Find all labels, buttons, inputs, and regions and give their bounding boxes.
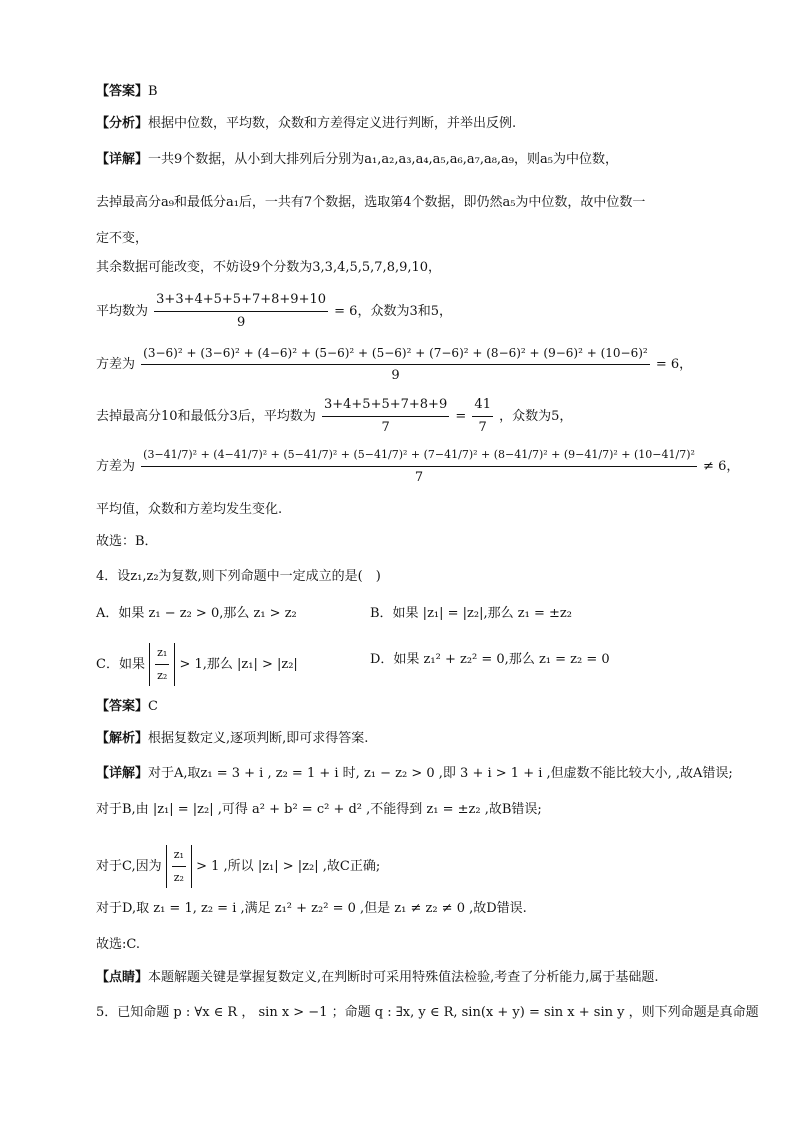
q4-option-c-fraction <box>155 643 169 686</box>
mean-suffix: = 6，众数为3和5， <box>334 304 452 319</box>
q4-choose: 故选:C. <box>96 937 140 952</box>
variance-prefix: 方差为 <box>96 357 136 372</box>
detail-tag: 【详解】 <box>96 152 149 167</box>
analysis-text: 根据中位数，平均数，众数和方差得定义进行判断，并举出反例. <box>148 116 517 131</box>
mean2-denominator: 7 <box>381 420 390 435</box>
mean2-fraction <box>322 395 449 438</box>
variance-denominator: 9 <box>391 368 400 383</box>
q4-detail-a-text: 对于A,取z₁ = 3 + i , z₂ = 1 + i 时, z₁ − z₂ > 0 ,即 3 + i > 1 + i ,但虚数不能比较大小, ,故A错误; <box>148 766 733 781</box>
q4-option-c-numerator: z₁ <box>155 643 169 665</box>
detail-line-2: 去掉最高分a₉和最低分a₁后，一共有7个数据，选取第4个数据，即仍然a₅为中位数，故中位数一 <box>96 195 646 210</box>
q4-detail-c-suffix: > 1 ,所以 |z₁| > |z₂| ,故C正确; <box>196 859 381 874</box>
mean-prefix: 平均数为 <box>96 304 149 319</box>
q4-detail-c-fraction <box>172 845 186 888</box>
variance2-prefix: 方差为 <box>96 459 136 474</box>
q4-analysis-text: 根据复数定义,逐项判断,即可求得答案. <box>148 731 369 746</box>
mean-fraction <box>154 290 328 333</box>
variance2-suffix: ≠ 6， <box>703 459 740 474</box>
mean-denominator: 9 <box>236 315 246 330</box>
q4-analysis-tag: 【解析】 <box>96 731 149 746</box>
q4-option-c-suffix: > 1,那么 |z₁| > |z₂| <box>179 657 298 672</box>
q4-detail-c-abs <box>166 845 192 888</box>
q4-detail-c <box>96 845 380 888</box>
q4-stem: 4．设z₁,z₂为复数,则下列命题中一定成立的是( ) <box>96 569 381 584</box>
q4-detail-a <box>96 764 733 784</box>
analysis-tag: 【分析】 <box>96 116 149 131</box>
q4-comment-tag: 【点睛】 <box>96 970 149 985</box>
mean2-result-denominator: 7 <box>478 420 487 435</box>
q4-detail-b: 对于B,由 |z₁| = |z₂| ,可得 a² + b² = c² + d² ,不能得到 z₁ = ±z₂ ,故B错误; <box>96 802 542 817</box>
mean2-prefix: 去掉最高分10和最低分3后，平均数为 <box>96 409 316 424</box>
mean-equation <box>96 290 452 333</box>
detail-text-1: 一共9个数据，从小到大排列后分别为a₁,a₂,a₃,a₄,a₅,a₆,a₇,a₈,a₉，则a₅为中位数， <box>148 152 618 167</box>
answer-value: B <box>148 84 158 99</box>
conclusion-line: 平均值，众数和方差均发生变化. <box>96 502 283 517</box>
variance2-fraction <box>141 445 697 488</box>
q4-answer-tag: 【答案】 <box>96 699 149 714</box>
q4-option-c-prefix: C．如果 <box>96 657 145 672</box>
q4-answer-value: C <box>148 699 158 714</box>
variance2-numerator: (3−41/7)² + (4−41/7)² + (5−41/7)² + (5−41/7)² + (7−41/7)² + (8−41/7)² + (9−41/7)² + (10−41/7)² <box>141 445 697 467</box>
q4-detail-c-denominator: z₂ <box>173 871 184 884</box>
q4-option-c-abs <box>149 643 175 686</box>
variance2-equation <box>96 445 739 488</box>
variance2-denominator: 7 <box>414 470 424 485</box>
detail-line-3: 定不变， <box>96 231 149 246</box>
q4-option-b: B．如果 |z₁| = |z₂|,那么 z₁ = ±z₂ <box>370 606 572 621</box>
q4-detail-tag: 【详解】 <box>96 766 149 781</box>
mean2-result-numerator: 41 <box>472 395 493 417</box>
mean2-equation: 去掉最高分10和最低分3后，平均数为 $\frac{3+4+5+5+7+8+9}{7}$ = $\frac{41}{7}$ ，众数为5， <box>96 395 572 438</box>
q4-comment <box>96 968 659 988</box>
q4-comment-text: 本题解题关键是掌握复数定义,在判断时可采用特殊值法检验,考查了分析能力,属于基础题. <box>148 970 659 985</box>
mean2-result-fraction <box>472 395 493 438</box>
detail-line-1 <box>96 150 618 170</box>
mean2-suffix: ，众数为5， <box>499 409 573 424</box>
q5-stem: 5．已知命题 p : ∀x ∈ R ， sin x > −1 ；命题 q : ∃x, y ∈ R, sin(x + y) = sin x + sin y ，则下列命题是真命题 <box>96 1005 759 1020</box>
q4-option-c-denominator: z₂ <box>157 669 168 682</box>
variance-equation <box>96 343 692 386</box>
q4-detail-c-numerator: z₁ <box>172 845 186 867</box>
answer-tag: 【答案】 <box>96 84 149 99</box>
variance-fraction <box>141 343 650 386</box>
q4-option-c <box>96 643 298 686</box>
q4-analysis-line <box>96 729 368 749</box>
variance-suffix: = 6， <box>655 357 693 372</box>
q4-answer-line <box>96 697 158 717</box>
q4-option-d: D．如果 z₁² + z₂² = 0,那么 z₁ = z₂ = 0 <box>370 652 610 667</box>
mean2-numerator: 3+4+5+5+7+8+9 <box>322 395 449 417</box>
choose-line: 故选：B． <box>96 534 158 549</box>
q4-detail-c-prefix: 对于C,因为 <box>96 859 162 874</box>
detail-line-4: 其余数据可能改变，不妨设9个分数为3,3,4,5,5,7,8,9,10， <box>96 260 442 275</box>
q4-detail-d: 对于D,取 z₁ = 1, z₂ = i ,满足 z₁² + z₂² = 0 ,但是 z₁ ≠ z₂ ≠ 0 ,故D错误. <box>96 901 527 916</box>
answer-line <box>96 82 158 102</box>
mean-numerator: 3+3+4+5+5+7+8+9+10 <box>154 290 328 312</box>
q4-option-a: A．如果 z₁ − z₂ > 0,那么 z₁ > z₂ <box>96 606 297 621</box>
variance-numerator: (3−6)² + (3−6)² + (4−6)² + (5−6)² + (5−6)² + (7−6)² + (8−6)² + (9−6)² + (10−6)² <box>141 343 650 365</box>
analysis-line <box>96 114 516 134</box>
